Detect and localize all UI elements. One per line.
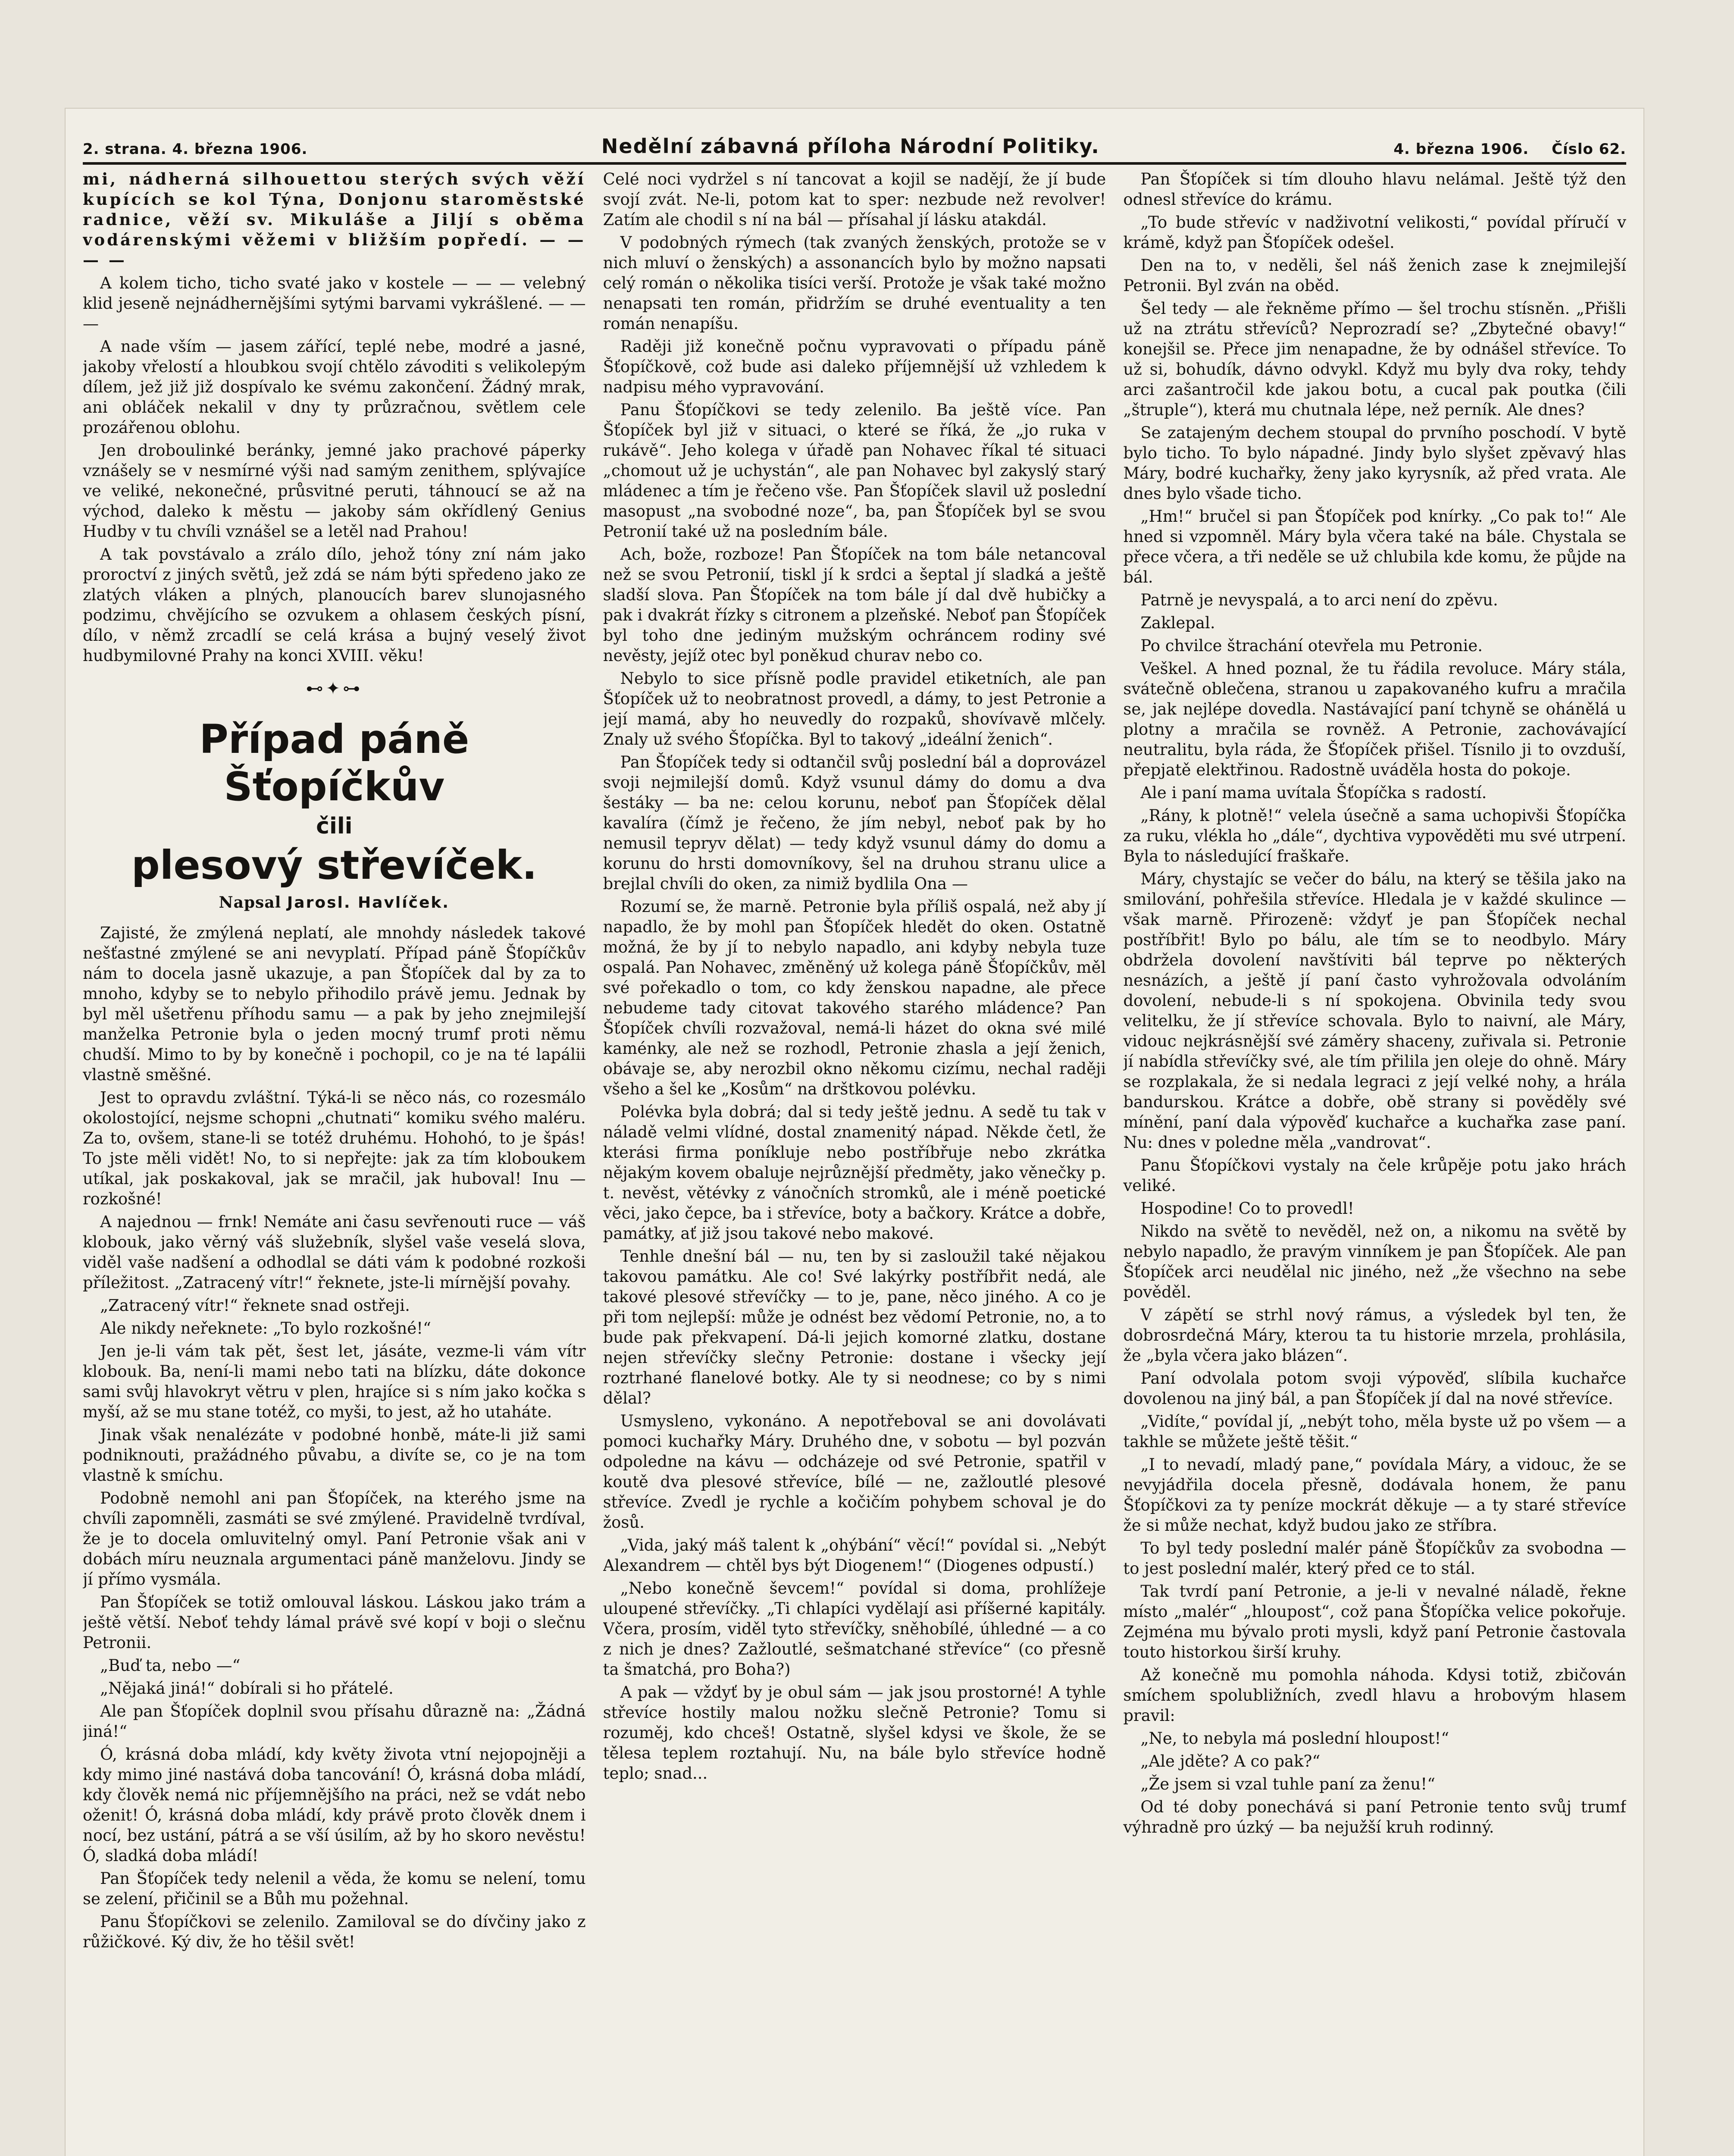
page-header <box>83 119 1626 165</box>
paragraph: „Vidíte,“ povídal jí, „nebýt toho, měla byste už po všem — a takhle se můžete ještě těšit.“ <box>1123 1412 1626 1451</box>
paragraph: A kolem ticho, ticho svaté jako v kostele — — — velebný klid jeseně nejnádhernějšími sytými barvami vykrášlené. — — — <box>83 274 586 333</box>
paragraph: Patrně je nevyspalá, a to arci není do zpěvu. <box>1140 591 1498 609</box>
paragraph: Zaklepal. <box>1140 614 1215 632</box>
paragraph: Tak tvrdí paní Petronie, a je-li v nevalné náladě, řekne místo „malér“ „hloupost“, což pana Šťopíčka velice pokořuje. Zejména mu bývalo proti mysli, když paní Petronie častovala touto historkou širší kruhy. <box>1123 1582 1626 1661</box>
paragraph: mi, nádherná silhouettou sterých svých věží kupících se kol Týna, Donjonu staroměstské radnice, věží sv. Mikuláše a Jiljí s oběma vodárenskými věžemi v bližším popředí. — — — — <box>83 169 586 270</box>
column-3 <box>1123 169 1626 2156</box>
paragraph: Jinak však nenalézáte v podobné honbě, máte-li již sami podniknouti, pražádného půvabu, a divíte se, co je na tom vlastně k smíchu. <box>83 1426 586 1485</box>
paragraph: „Nebo konečně ševcem!“ povídal si doma, prohlížeje uloupené střevíčky. „Ti chlapíci vydělají asi příšerné kapitály. Včera, prosím, viděl tyto střevíčky, sněhobílé, úhledné — a co z nich je dnes? Zažloutlé, sešmatchané střevíce“ (co přesně ta šmatchá, pro Boha?) <box>603 1579 1106 1679</box>
paragraph: Se zatajeným dechem stoupal do prvního poschodí. V bytě bylo ticho. To bylo nápadné. Jindy bylo slyšet zpěvavý hlas Máry, bodré kuchařky, ženy jako kyrysník, až před vrata. Ale dnes bylo všade ticho. <box>1123 423 1626 503</box>
paragraph: „To bude střevíc v nadživotní velikosti,“ povídal příručí v krámě, když pan Šťopíček odešel. <box>1123 213 1626 252</box>
paragraph: „Ale jděte? A co pak?“ <box>1140 1752 1321 1771</box>
paragraph: V podobných rýmech (tak zvaných ženských, protože se v nich mluví o ženských) a assonancích bylo by možno napsati celý román o několika tisíci verší. Protože je však také možno nenapsati ten román, přidržím se druhé eventuality a ten román nenapíšu. <box>603 233 1106 333</box>
page-number-date: 2. strana. 4. března 1906. <box>83 141 308 158</box>
paragraph: A najednou — frnk! Nemáte ani času sevřenouti ruce — váš klobouk, jako věrný váš služebník, slyšel vaše veselá slova, viděl vaše nadšení a odhodlal se dáti vám k podobné rozkoši příležitost. „Zatracený vítr!“ řeknete, jste-li mírnější povahy. <box>83 1213 586 1292</box>
section-ornament: ⊷✦⊶ <box>306 679 363 699</box>
paragraph: „Že jsem si vzal tuhle paní za ženu!“ <box>1140 1775 1436 1793</box>
column-1 <box>83 169 586 2156</box>
paragraph: Podobně nemohl ani pan Šťopíček, na kterého jsme na chvíli zapomněli, zasmáti se své zmýlené. Pravidelně tvrdíval, že je to docela omluvitelný omyl. Paní Petronie však ani v dobách míru neuznala argumentaci páně manželovu. Jindy se jí přímo vysmála. <box>83 1489 586 1589</box>
paragraph: „Nějaká jiná!“ dobírali si ho přátelé. <box>100 1679 394 1698</box>
paragraph: Pan Šťopíček se totiž omlouval láskou. Láskou jako trám a ještě větší. Neboť tehdy lámal právě své kopí v boji o slečnu Petronii. <box>83 1593 586 1652</box>
text-columns <box>83 169 1626 2156</box>
story-title-conjunction: čili <box>316 813 353 839</box>
paragraph: Ó, krásná doba mládí, kdy květy života vtní nejopojněji a kdy mimo jiné nastává doba tancování! Ó, krásná doba mládí, kdy člověk nemá nic příjemnějšího na práci, než se vdát nebo oženit! Ó, krásná doba mládí, kdy právě proto člověk dnem i nocí, bez ustání, pátrá a se vší úsilím, až by ho skoro nevěstu! Ó, sladká doba mládí! <box>83 1745 586 1865</box>
paragraph: Panu Šťopíčkovi vystaly na čele krůpěje potu jako hrách veliké. <box>1123 1156 1626 1195</box>
column-2 <box>603 169 1106 2156</box>
paragraph: Panu Šťopíčkovi se zelenilo. Zamiloval se do dívčiny jako z růžičkové. Ký div, že ho těšil svět! <box>83 1912 586 1951</box>
paragraph: Jen droboulinké beránky, jemné jako prachové páperky vznášely se v nesmírné výši nad samým zenithem, splývajíce ve veliké, nekonečné, průsvitné peruti, táhnoucí se až na východ, daleko k městu — jakoby sám okřídlený Genius Hudby v tu chvíli vznášel se a letěl nad Prahou! <box>83 441 586 541</box>
paragraph: Nebylo to sice přísně podle pravidel etiketních, ale pan Šťopíček už to neobratnost provedl, a dámy, to jest Petronie a její mamá, aby ho neuvedly do rozpaků, shovívavě mlčely. Znaly už svého Šťopíčka. Byl to takový „ideální ženich“. <box>603 669 1106 749</box>
paragraph: Ale i paní mama uvítala Šťopíčka s radostí. <box>1140 783 1487 802</box>
paragraph: Zajisté, že zmýlená neplatí, ale mnohdy následek takové nešťastné zmýlené se ani nevyplatí. Případ páně Šťopíčkův nám to docela jasně ukazuje, a pan Šťopíček dal by za to mnoho, kdyby se to nebylo přihodilo právě jemu. Jednak by byl měl ušetřenu příhodu samu — a pak by jeho znejmilejší manželka Petronie byla o jeden mocný trumf proti němu chudší. Mimo to by by konečně i pochopil, co je na té lapálii vlastně směšné. <box>83 924 586 1084</box>
paragraph: A nade vším — jasem zářící, teplé nebe, modré a jasné, jakoby vřelostí a hloubkou svojí chtělo závoditi s velikolepým dílem, jež již již dospívalo ke svému zakončení. Žádný mrak, ani obláček nekalil v dny ty průzračnou, světlem cele prozářenou oblohu. <box>83 337 586 437</box>
paragraph: Ale pan Šťopíček doplnil svou přísahu důrazně na: „Žádná jiná!“ <box>83 1702 586 1741</box>
paragraph: Pan Šťopíček tedy nelenil a věda, že komu se nelení, tomu se zelení, přičinil se a Bůh mu požehnal. <box>83 1869 586 1908</box>
byline-label: Napsal <box>219 893 282 912</box>
paragraph: Ach, bože, rozboze! Pan Šťopíček na tom bále netancoval než se svou Petronií, tiskl jí k srdci a šeptal jí sladká a ještě sladší slova. Pan Šťopíček na tom bále jí dal dvě hubičky a pak i dvakrát řízky s citronem a plzeňské. Neboť pan Šťopíček byl toho dne jediným mužským ochráncem rodiny své nevěsty, jejíž otec byl poněkud churav nebo co. <box>603 545 1106 665</box>
paragraph: Tenhle dnešní bál — nu, ten by si zasloužil také nějakou takovou památku. Ale co! Své lakýrky postříbřit nedá, ale takové plesové střevíčky — to je, pane, něco jiného. A co je při tom nejlepší: může je odnést bez vědomí Petronie, no, a to bude pak překvapení. Dá-li jejich komorné zlatku, dostane nejen střevíčky slečny Petronie: dostane i všecky její roztrhané flanelové botky. Ale ty si neodnese; co by s nimi dělal? <box>603 1247 1106 1407</box>
paragraph: „Hm!“ bručel si pan Šťopíček pod knírky. „Co pak to!“ Ale hned si vzpomněl. Máry byla včera také na bále. Chystala se přece včera, a tři neděle se už chlubila kde komu, že půjde na bál. <box>1123 507 1626 586</box>
paragraph: Rozumí se, že marně. Petronie byla příliš ospalá, než aby jí napadlo, že by mohl pan Šťopíček hledět do oken. Ostatně možná, že by jí to nebylo napadlo, ani kdyby nebyla tuze ospalá. Pan Nohavec, změněný už kolega páně Šťopíčkův, měl své pořekadlo o tom, co kdy ženskou napadne, ale přece nebudeme tady citovat takového starého mládence? Pan Šťopíček chvíli rozvažoval, nemá-li házet do okna své milé kaménky, ale než se rozhodl, Petronie zhasla a její ženich, obávaje se, aby nerozbil okno někomu cizímu, nechal raději všeho a šel ke „Kosům“ na drštkovou polévku. <box>603 897 1106 1098</box>
paragraph: To byl tedy poslední malér páně Šťopíčkův za svobodna — to jest poslední malér, který před ce to stál. <box>1123 1539 1626 1578</box>
story-title: Případ páně Šťopíčkův <box>199 716 469 810</box>
paragraph: Máry, chystajíc se večer do bálu, na který se těšila jako na smilování, pohřešila střevíce. Hledala je v každé skulince — však marně. Přirozeně: vždyť je pan Šťopíček nechal postříbřit! Bylo po bálu, ale tím se to neodbylo. Máry obdržela dovolení navštíviti bál teprve po některých nesnázích, a ještě jí paní často vyhrožovala odvoláním dovolení, nebude-li s ní spokojena. Obvinila tedy svou velitelku, že jí střevíce schovala. Bylo to naivní, ale Máry, vidouc nejkrásnější své záměry shaceny, zuřivala si. Petronie jí nabídla střevíčky své, ale tím přilila jen oleje do ohně. Máry se rozplakala, že si nedala legraci z její velké nohy, a hrála bandurskou. Krátce a dobře, obě strany si pověděly své mínění, paní dala výpověď kuchařce a kuchařka zase paní. Nu: dnes v poledne měla „vandrovat“. <box>1123 870 1626 1152</box>
paragraph: Nikdo na světě to nevěděl, než on, a nikomu na světě by nebylo napadlo, že pravým vinníkem je pan Šťopíček. Ale pan Šťopíček arci neudělal nic jiného, než „že všechno na sebe pověděl. <box>1123 1222 1626 1301</box>
paragraph: Usmysleno, vykonáno. A nepotřeboval se ani dovolávati pomoci kuchařky Máry. Druhého dne, v sobotu — byl pozván odpoledne na kávu — odcházeje od své Petronie, spatřil v koutě dva plesové střevíce, bílé — ne, zažloutlé plesové střevíce. Zvedl je rychle a kočičím pohybem schoval je do žosů. <box>603 1412 1106 1532</box>
story-subtitle: plesový střevíček. <box>131 842 537 888</box>
paragraph: Raději již konečně počnu vypravovati o případu páně Šťopíčkově, což bude asi daleko příjemnější už vzhledem k nadpisu mého vypravování. <box>603 337 1106 396</box>
paragraph: „Zatracený vítr!“ řeknete snad ostřeji. <box>100 1296 410 1315</box>
issue-date: 4. března 1906. <box>1393 141 1529 158</box>
paragraph: Veškel. A hned poznal, že tu řádila revoluce. Máry stála, svátečně oblečena, stranou u zapakovaného kufru a mračila se, jak nejlépe dovedla. Nastávající paní tchyně se ohánělá u plotny a mračila se rovněž. A Petronie, zachovávající neutralitu, byla ráda, že Šťopíček přišel. Tísnilo ji to ovzduší, přepjatě elektřinou. Radostně uváděla hosta do pokoje. <box>1123 659 1626 779</box>
paragraph: „Buď ta, nebo —“ <box>100 1656 241 1675</box>
paragraph: Hospodine! Co to provedl! <box>1140 1199 1354 1218</box>
issue-info <box>1393 141 1626 158</box>
issue-number: Číslo 62. <box>1552 141 1626 158</box>
paragraph: Jest to opravdu zvláštní. Týká-li se něco nás, co rozesmálo okolostojící, nejsme schopni „chutnati“ komiku svého maléru. Za to, ovšem, stane-li se totéž druhému. Hohohó, to je špás! To jste měli vidět! No, to si nepřejte: jak za tím kloboukem utíkal, jak poskakoval, jak se mračil, jak huboval! Inu — rozkošné! <box>83 1088 586 1208</box>
author-name: Jarosl. Havlíček. <box>287 894 450 912</box>
newspaper-page <box>65 108 1644 2156</box>
paragraph: „Ne, to nebyla má poslední hloupost!“ <box>1140 1729 1449 1748</box>
paragraph: Jen je-li vám tak pět, šest let, jásáte, vezme-li vám vítr klobouk. Ba, není-li mami nebo tati na blízku, dáte dokonce sami svůj hlavokryt větru v plen, hrajíce si s ním jako kočka s myší, až se mu stane totéž, co myši, to jest, až ho utaháte. <box>83 1342 586 1421</box>
paragraph: Od té doby ponechává si paní Petronie tento svůj trumf výhradně pro úzký — ba nejužší kruh rodinný. <box>1123 1798 1626 1836</box>
paragraph: Paní odvolala potom svoji výpověď, slíbila kuchařce dovolenou na jiný bál, a pan Šťopíček jí dal na nové střevíce. <box>1123 1369 1626 1408</box>
paragraph: Ale nikdy neřeknete: „To bylo rozkošné!“ <box>100 1319 431 1338</box>
paragraph: „I to nevadí, mladý pane,“ povídala Máry, a vidouc, že se nevyjádřila docela přesně, dodávala honem, že panu Šťopíčkovi za ty peníze mockrát děkuje — a ty staré střevíce že si může nechat, když budou jako ze stříbra. <box>1123 1455 1626 1535</box>
paragraph: Pan Šťopíček tedy si odtančil svůj poslední bál a doprovázel svoji nejmilejší domů. Když vsunul dámy do domu a dva šestáky — ba ne: celou korunu, neboť pan Šťopíček dělal kavalíra (čímž je řečeno, že jím nebyl, neboť pak by ho nemusil tepryv dělat) — tedy když vsunul dámy do domu a korunu do hrsti domovníkovy, šel na druhou stranu ulice a brejlal chvíli do oken, za nimiž bydlila Ona — <box>603 753 1106 893</box>
paragraph: „Vida, jaký máš talent k „ohýbání“ věcí!“ povídal si. „Nebýt Alexandrem — chtěl bys být Diogenem!“ (Diogenes odpustí.) <box>603 1536 1106 1575</box>
paragraph: A tak povstávalo a zrálo dílo, jehož tóny zní nám jako proroctví z jiných světů, jež zdá se nám býti spředeno jako ze zlatých vláken a plných, planoucích barev slunojasného podzimu, chvějícího se ozvukem a ohlasem českých písní, dílo, v němž zrcadlí se celá krása a bujný veselý život hudbymilovné Prahy na konci XVIII. věku! <box>83 545 586 665</box>
paragraph: A pak — vždyť by je obul sám — jak jsou prostorné! A tyhle střevíce hostily malou nožku slečně Petronie? Tomu si rozuměj, kdo chceš! Ostatně, slyšel kdysi ve škole, že se tělesa teplem roztahují. Nu, na bále bylo střevíce hodně teplo; snad... <box>603 1683 1106 1783</box>
paragraph: Celé noci vydržel s ní tancovat a kojil se nadějí, že jí bude svojí zvát. Ne-li, potom kat to sper: nezbude než revolver! Zatím ale chodil s ní na bál — přísahal jí lásku atakdál. <box>603 170 1106 229</box>
story-byline <box>83 893 586 912</box>
paragraph: Polévka byla dobrá; dal si tedy ještě jednu. A sedě tu tak v náladě velmi vlídné, dostal znamenitý nápad. Někde četl, že kterási firma poníkluje nebo postříbřuje nebo zkrátka nějakým kovem obaluje nejrůznější předměty, jako věnečky p. t. nevěst, větévky z vánočních stromků, ale i méně poetické věci, jako čepce, ba i střevíce, boty a bačkory. Krátce a dobře, památky, ať již jsou takové nebo makové. <box>603 1103 1106 1243</box>
paragraph: Po chvilce štrachání otevřela mu Petronie. <box>1140 636 1483 655</box>
paragraph: „Rány, k plotně!“ velela úsečně a sama uchopivši Šťopíčka za ruku, vlékla ho „dále“, dychtiva vypověděti mu své utrpení. Byla to následující fraškaře. <box>1123 806 1626 865</box>
paragraph: Až konečně mu pomohla náhoda. Kdysi totiž, zbičován smíchem spolubližních, zvedl hlavu a hrobovým hlasem pravil: <box>1123 1666 1626 1725</box>
paragraph: Panu Šťopíčkovi se tedy zelenilo. Ba ještě více. Pan Šťopíček byl již v situaci, o které se říká, že „jo ruka v rukávě“. Jeho kolega v úřadě pan Nohavec říkal té situaci „chomout už je uchystán“, ale pan Nohavec byl zakyslý starý mládenec a tím je řečeno vše. Pan Šťopíček slavil už poslední masopust „na svobodné noze“, ba, pan Šťopíček byl se svou Petronií také už na posledním bále. <box>603 401 1106 541</box>
paragraph: Pan Šťopíček si tím dlouho hlavu nelámal. Ještě týž den odnesl střevíce do krámu. <box>1123 170 1626 209</box>
paragraph: V zápětí se strhl nový rámus, a výsledek byl ten, že dobrosrdečná Máry, kterou ta tu historie mrzela, prohlásila, že „byla včera jako blázen“. <box>1123 1306 1626 1365</box>
paragraph: Den na to, v neděli, šel náš ženich zase k znejmilejší Petronii. Byl zván na oběd. <box>1123 256 1626 295</box>
paragraph: Šel tedy — ale řekněme přímo — šel trochu stísněn. „Přišli už na ztrátu střevíců? Neprozradí se? „Zbytečné obavy!“ konejšil se. Přece jim nenapadne, že by odnášel střevíce. To už si, bohudík, dávno odvykl. Když mu byly dva roky, tehdy arci zašantročil kde jakou botu, a cucal pak poutka (čili „štruple“), která mu chutnala lépe, než perník. Ale dnes? <box>1123 299 1626 419</box>
supplement-title: Nedělní zábavná příloha Národní Politiky. <box>601 135 1100 158</box>
